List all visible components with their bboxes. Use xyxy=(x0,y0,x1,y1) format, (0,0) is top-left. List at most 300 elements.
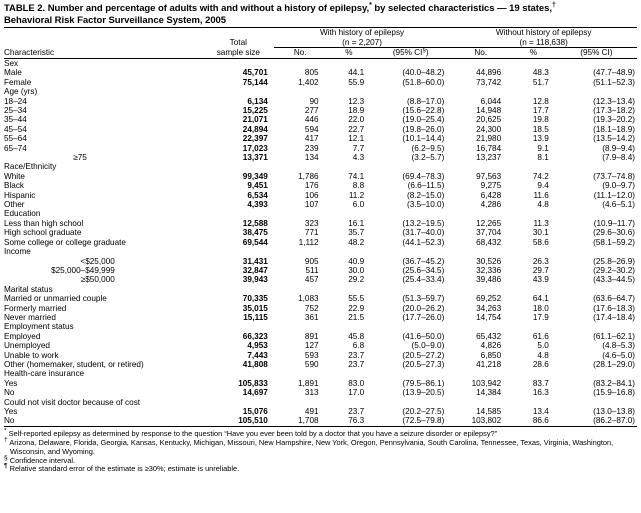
total-sample-size-cell: 35,015 xyxy=(242,303,268,313)
row-label: No xyxy=(4,388,15,398)
footnotes xyxy=(4,427,637,475)
with-epilepsy-pct-cell: 18.9 xyxy=(348,106,365,115)
with-epilepsy-ci-cell: (6.6–11.5) xyxy=(407,181,445,191)
with-epilepsy-pct-cell: 23.7 xyxy=(348,407,365,416)
row-label: Less than high school xyxy=(4,218,84,228)
section-header-spacer xyxy=(203,285,637,294)
footnote-text: Relative standard error of the estimate is ≥30%; estimate is unreliable. xyxy=(7,464,240,474)
without-epilepsy-pct-cell: 29.7 xyxy=(532,265,549,275)
without-epilepsy-ci-cell: (61.1–62.1) xyxy=(593,331,635,341)
table-row xyxy=(4,407,637,416)
section-title: Age (yrs) xyxy=(4,87,38,97)
without-epilepsy-pct-cell: 28.6 xyxy=(532,359,549,369)
with-epilepsy-ci-cell: (19.0–25.4) xyxy=(402,115,445,125)
without-epilepsy-pct-cell: 74.2 xyxy=(532,171,549,181)
with-epilepsy-no-cell: 277 xyxy=(304,106,319,115)
row-label: 35–44 xyxy=(4,115,27,125)
with-epilepsy-pct-cell: 35.7 xyxy=(348,228,365,238)
total-sample-size-cell: 21,071 xyxy=(242,115,268,125)
with-epilepsy-pct-cell: 11.2 xyxy=(348,190,365,200)
without-epilepsy-pct-cell: 11.6 xyxy=(533,190,549,200)
section-header-spacer xyxy=(203,209,637,218)
section-title: Income xyxy=(4,247,31,257)
without-epilepsy-ci-cell: (7.9–8.4) xyxy=(602,153,635,163)
header-without-pct: % xyxy=(511,48,556,59)
header-blank-char-2 xyxy=(4,38,203,48)
without-epilepsy-pct-cell: 30.1 xyxy=(532,228,549,238)
header-group-without-n: (n = 118,638) xyxy=(450,38,637,48)
with-epilepsy-no-cell: 590 xyxy=(304,359,319,369)
section-header-row xyxy=(4,247,637,256)
section-header-row xyxy=(4,369,637,378)
footnote-marker: * xyxy=(4,427,7,435)
row-label: 18–24 xyxy=(4,96,27,106)
with-epilepsy-pct-cell: 17.0 xyxy=(348,388,365,398)
without-epilepsy-ci-cell: (29.6–30.6) xyxy=(593,228,635,238)
section-header-row xyxy=(4,322,637,331)
table-row xyxy=(4,78,637,87)
total-sample-size-cell: 15,225 xyxy=(242,106,268,115)
header-column-row xyxy=(4,48,637,59)
section-header-spacer xyxy=(203,162,637,171)
with-epilepsy-ci-cell: (72.5–79.8) xyxy=(402,416,445,426)
row-label: Formerly married xyxy=(4,303,67,313)
section-header-row xyxy=(4,87,637,96)
title-footnote-marker-1: * xyxy=(369,1,372,9)
without-epilepsy-ci-cell: (43.3–44.5) xyxy=(593,275,635,285)
header-group-n-row xyxy=(4,38,637,48)
header-without-ci: (95% CI) xyxy=(556,48,637,59)
section-header-spacer xyxy=(203,58,637,68)
without-epilepsy-ci-cell: (73.7–74.8) xyxy=(593,171,635,181)
with-epilepsy-pct-cell: 23.7 xyxy=(348,359,365,369)
table-row xyxy=(4,275,637,284)
with-epilepsy-no-cell: 491 xyxy=(304,407,319,416)
footnote xyxy=(4,436,637,457)
total-sample-size-cell: 105,510 xyxy=(238,416,268,426)
table-row xyxy=(4,313,637,322)
table-row xyxy=(4,294,637,303)
with-epilepsy-ci-cell: (10.1–14.4) xyxy=(402,134,445,144)
without-epilepsy-no-cell: 65,432 xyxy=(476,331,502,341)
with-epilepsy-ci-cell: (31.7–40.0) xyxy=(402,228,445,238)
table-row xyxy=(4,191,637,200)
with-epilepsy-no-cell: 593 xyxy=(304,350,319,360)
without-epilepsy-no-cell: 68,432 xyxy=(476,237,502,247)
row-label: $25,000–$49,999 xyxy=(51,265,115,275)
header-blank-total xyxy=(203,28,274,38)
with-epilepsy-pct-cell: 55.9 xyxy=(348,77,365,87)
row-label: High school graduate xyxy=(4,228,82,238)
without-epilepsy-pct-cell: 8.1 xyxy=(537,153,549,163)
without-epilepsy-pct-cell: 17.9 xyxy=(532,312,549,322)
without-epilepsy-ci-cell: (47.7–48.9) xyxy=(593,68,635,78)
with-epilepsy-pct-cell: 48.2 xyxy=(348,237,365,247)
without-epilepsy-no-cell: 9,275 xyxy=(480,181,502,191)
with-epilepsy-no-cell: 127 xyxy=(304,341,319,351)
table-row xyxy=(4,106,637,115)
with-epilepsy-no-cell: 457 xyxy=(304,275,319,285)
table-row xyxy=(4,238,637,247)
without-epilepsy-pct-cell: 58.6 xyxy=(532,237,549,247)
with-epilepsy-no-cell: 323 xyxy=(304,218,319,228)
row-label: Unable to work xyxy=(4,350,59,360)
footnote-text: Arizona, Delaware, Florida, Georgia, Kansas, Kentucky, Michigan, Missouri, New Hampshire, New York, Oregon, Pennsylvania, South Carolina, Tennessee, Texas, Virginia, Washington, Wisconsin, and Wyoming. xyxy=(7,437,614,456)
table-row xyxy=(4,172,637,181)
with-epilepsy-ci-cell: (20.0–26.2) xyxy=(402,303,445,313)
table-row xyxy=(4,341,637,350)
header-group-without-epilepsy: Without history of epilepsy xyxy=(450,28,637,38)
without-epilepsy-no-cell: 12,265 xyxy=(476,218,502,228)
without-epilepsy-no-cell: 14,948 xyxy=(476,106,502,115)
without-epilepsy-ci-cell: (4.6–5.0) xyxy=(602,350,635,360)
table-row xyxy=(4,388,637,397)
header-characteristic: Characteristic xyxy=(4,48,203,59)
section-header-spacer xyxy=(203,322,637,331)
table-row xyxy=(4,379,637,388)
without-epilepsy-no-cell: 34,263 xyxy=(476,303,502,313)
with-epilepsy-ci-cell: (8.2–15.0) xyxy=(406,190,445,200)
without-epilepsy-no-cell: 6,850 xyxy=(480,350,502,360)
section-header-spacer xyxy=(203,87,637,96)
with-epilepsy-pct-cell: 45.8 xyxy=(348,331,365,341)
without-epilepsy-no-cell: 97,563 xyxy=(476,171,502,181)
with-epilepsy-ci-cell: (25.4–33.4) xyxy=(402,275,445,285)
without-epilepsy-ci-cell: (18.1–18.9) xyxy=(593,124,635,134)
with-epilepsy-ci-cell: (3.5–10.0) xyxy=(406,200,445,210)
without-epilepsy-ci-cell: (17.4–18.4) xyxy=(593,312,635,322)
with-epilepsy-ci-cell: (20.5–27.3) xyxy=(402,359,445,369)
row-label: Never married xyxy=(4,312,56,322)
table-row xyxy=(4,351,637,360)
total-sample-size-cell: 6,134 xyxy=(247,96,268,106)
header-blank-char xyxy=(4,28,203,38)
title-footnote-marker-2: † xyxy=(551,1,556,9)
row-label: Some college or college graduate xyxy=(4,237,126,247)
table-row xyxy=(4,416,637,426)
footnote-marker: § xyxy=(4,454,8,462)
row-label: Other (homemaker, student, or retired) xyxy=(4,359,144,369)
with-epilepsy-ci-cell: (13.2–19.5) xyxy=(402,218,445,228)
without-epilepsy-ci-cell: (9.0–9.7) xyxy=(602,181,635,191)
row-label: Employed xyxy=(4,331,41,341)
with-epilepsy-no-cell: 90 xyxy=(309,96,319,106)
epilepsy-characteristics-table xyxy=(4,27,637,429)
without-epilepsy-no-cell: 4,826 xyxy=(480,341,502,351)
with-epilepsy-pct-cell: 22.9 xyxy=(348,303,365,313)
with-epilepsy-pct-cell: 16.1 xyxy=(348,218,365,228)
with-epilepsy-ci-cell: (79.5–86.1) xyxy=(402,378,445,388)
section-title: Sex xyxy=(4,58,19,68)
without-epilepsy-ci-cell: (13.5–14.2) xyxy=(593,134,635,144)
title-text-1: TABLE 2. Number and percentage of adults with and without a history of epilepsy, xyxy=(4,3,370,14)
without-epilepsy-ci-cell: (8.9–9.4) xyxy=(602,143,635,153)
without-epilepsy-ci-cell: (58.1–59.2) xyxy=(593,237,635,247)
without-epilepsy-ci-cell: (15.9–16.8) xyxy=(593,388,635,398)
section-header-spacer xyxy=(203,398,637,407)
without-epilepsy-ci-cell: (17.3–18.2) xyxy=(593,106,635,115)
without-epilepsy-no-cell: 37,704 xyxy=(476,228,502,238)
without-epilepsy-pct-cell: 86.6 xyxy=(532,416,549,426)
without-epilepsy-no-cell: 6,044 xyxy=(480,96,502,106)
header-total-line1: Total xyxy=(229,38,247,48)
table-row xyxy=(4,68,637,77)
with-epilepsy-ci-cell: (3.2–5.7) xyxy=(411,153,445,163)
without-epilepsy-ci-cell: (11.1–12.0) xyxy=(593,190,635,200)
without-epilepsy-ci-cell: (19.3–20.2) xyxy=(593,115,635,125)
table-row xyxy=(4,134,637,143)
total-sample-size-cell: 22,397 xyxy=(242,134,268,144)
total-sample-size-cell: 15,115 xyxy=(243,312,268,322)
without-epilepsy-no-cell: 30,526 xyxy=(476,256,502,266)
row-label: Black xyxy=(4,181,25,191)
with-epilepsy-pct-cell: 21.5 xyxy=(348,312,365,322)
with-epilepsy-ci-cell: (25.6–34.5) xyxy=(402,265,445,275)
total-sample-size-cell: 4,393 xyxy=(247,200,268,210)
section-header-spacer xyxy=(203,247,637,256)
without-epilepsy-ci-cell: (83.2–84.1) xyxy=(593,378,635,388)
table-row xyxy=(4,200,637,209)
without-epilepsy-no-cell: 14,384 xyxy=(476,388,502,398)
with-epilepsy-no-cell: 1,112 xyxy=(298,237,319,247)
without-epilepsy-ci-cell: (28.1–29.0) xyxy=(593,359,635,369)
without-epilepsy-no-cell: 32,336 xyxy=(476,265,502,275)
with-epilepsy-ci-cell: (15.6–22.8) xyxy=(402,106,445,115)
total-sample-size-cell: 41,808 xyxy=(242,359,268,369)
with-epilepsy-pct-cell: 76.3 xyxy=(348,416,365,426)
with-epilepsy-no-cell: 361 xyxy=(304,312,319,322)
table-row xyxy=(4,360,637,369)
with-epilepsy-pct-cell: 7.7 xyxy=(352,143,365,153)
with-epilepsy-ci-cell: (36.7–45.2) xyxy=(402,256,445,266)
row-label: White xyxy=(4,171,25,181)
total-sample-size-cell: 6,534 xyxy=(247,190,268,200)
without-epilepsy-no-cell: 14,754 xyxy=(476,312,502,322)
footnote-marker: ¶ xyxy=(4,462,8,470)
total-sample-size-cell: 24,894 xyxy=(242,124,268,134)
with-epilepsy-ci-cell: (8.8–17.0) xyxy=(406,96,445,106)
header-with-ci-text: (95% CI xyxy=(392,48,423,58)
without-epilepsy-no-cell: 16,784 xyxy=(476,143,502,153)
without-epilepsy-pct-cell: 48.3 xyxy=(532,68,549,78)
with-epilepsy-pct-cell: 29.2 xyxy=(348,275,365,285)
without-epilepsy-no-cell: 4,286 xyxy=(480,200,502,210)
total-sample-size-cell: 38,475 xyxy=(242,228,268,238)
total-sample-size-cell: 17,023 xyxy=(242,143,268,153)
header-with-no: No. xyxy=(274,48,327,59)
with-epilepsy-no-cell: 594 xyxy=(304,124,319,134)
with-epilepsy-ci-cell: (51.3–59.7) xyxy=(402,294,445,304)
total-sample-size-cell: 31,431 xyxy=(242,256,268,266)
header-with-ci xyxy=(371,48,450,59)
without-epilepsy-ci-cell: (29.2–30.2) xyxy=(593,265,635,275)
without-epilepsy-pct-cell: 13.9 xyxy=(532,134,549,144)
total-sample-size-cell: 45,701 xyxy=(242,68,268,78)
without-epilepsy-ci-cell: (12.3–13.4) xyxy=(593,96,635,106)
without-epilepsy-no-cell: 103,802 xyxy=(471,416,502,426)
with-epilepsy-no-cell: 891 xyxy=(304,331,319,341)
with-epilepsy-no-cell: 107 xyxy=(304,200,319,210)
without-epilepsy-pct-cell: 9.4 xyxy=(537,181,549,191)
without-epilepsy-no-cell: 24,300 xyxy=(476,124,502,134)
with-epilepsy-pct-cell: 6.8 xyxy=(352,341,365,351)
table-row xyxy=(4,97,637,106)
total-sample-size-cell: 105,833 xyxy=(238,378,268,388)
total-sample-size-cell: 7,443 xyxy=(247,350,268,360)
header-without-no: No. xyxy=(450,48,511,59)
with-epilepsy-no-cell: 1,083 xyxy=(298,294,319,304)
with-epilepsy-no-cell: 771 xyxy=(304,228,319,238)
total-sample-size-cell: 99,349 xyxy=(242,171,268,181)
row-label: Married or unmarried couple xyxy=(4,294,107,304)
without-epilepsy-ci-cell: (25.8–26.9) xyxy=(593,256,635,266)
table-row xyxy=(4,181,637,190)
without-epilepsy-pct-cell: 4.8 xyxy=(537,200,549,210)
with-epilepsy-no-cell: 1,402 xyxy=(298,77,319,87)
total-sample-size-cell: 32,847 xyxy=(242,265,268,275)
without-epilepsy-pct-cell: 18.0 xyxy=(532,303,549,313)
with-epilepsy-no-cell: 106 xyxy=(304,190,319,200)
without-epilepsy-pct-cell: 19.8 xyxy=(532,115,549,125)
header-with-pct: % xyxy=(327,48,372,59)
footnote-text: Self-reported epilepsy as determined by response to the question “Have you ever been told by a doctor that you have a seizure disorder or epilepsy?” xyxy=(6,428,498,438)
without-epilepsy-no-cell: 103,942 xyxy=(471,378,502,388)
row-label: 65–74 xyxy=(4,143,27,153)
with-epilepsy-pct-cell: 30.0 xyxy=(348,265,365,275)
with-epilepsy-no-cell: 239 xyxy=(304,143,319,153)
row-label: Yes xyxy=(4,378,18,388)
row-label: Female xyxy=(4,77,32,87)
with-epilepsy-ci-cell: (40.0–48.2) xyxy=(402,68,445,78)
table-header xyxy=(4,28,637,59)
without-epilepsy-ci-cell: (17.6–18.3) xyxy=(593,303,635,313)
without-epilepsy-pct-cell: 11.3 xyxy=(533,218,549,228)
row-label: Unemployed xyxy=(4,341,50,351)
section-title: Marital status xyxy=(4,284,53,294)
with-epilepsy-ci-cell: (20.5–27.2) xyxy=(402,350,445,360)
without-epilepsy-pct-cell: 12.8 xyxy=(532,96,549,106)
with-epilepsy-pct-cell: 12.3 xyxy=(348,96,365,106)
header-group-with-epilepsy: With history of epilepsy xyxy=(274,28,451,38)
with-epilepsy-ci-cell: (6.2–9.5) xyxy=(411,143,445,153)
row-label: Male xyxy=(4,68,22,78)
table-row xyxy=(4,219,637,228)
with-epilepsy-pct-cell: 22.7 xyxy=(348,124,365,134)
table-row xyxy=(4,266,637,275)
with-epilepsy-ci-cell: (44.1–52.3) xyxy=(402,237,445,247)
header-group-with-n: (n = 2,207) xyxy=(274,38,451,48)
section-title: Race/Ethnicity xyxy=(4,162,57,172)
total-sample-size-cell: 15,076 xyxy=(242,407,268,416)
footnote xyxy=(4,462,637,474)
without-epilepsy-no-cell: 41,218 xyxy=(476,359,502,369)
with-epilepsy-no-cell: 805 xyxy=(304,68,319,78)
without-epilepsy-ci-cell: (4.8–5.3) xyxy=(602,341,635,351)
section-header-row xyxy=(4,58,637,68)
with-epilepsy-no-cell: 1,786 xyxy=(298,171,319,181)
section-header-row xyxy=(4,285,637,294)
header-with-ci-footnote-marker: § xyxy=(422,46,426,54)
with-epilepsy-pct-cell: 4.3 xyxy=(352,153,365,163)
with-epilepsy-no-cell: 511 xyxy=(305,265,319,275)
table-row xyxy=(4,304,637,313)
without-epilepsy-no-cell: 20,625 xyxy=(476,115,502,125)
with-epilepsy-no-cell: 1,708 xyxy=(298,416,319,426)
with-epilepsy-no-cell: 313 xyxy=(304,388,319,398)
with-epilepsy-pct-cell: 74.1 xyxy=(348,171,365,181)
section-title: Education xyxy=(4,209,41,219)
row-label: Yes xyxy=(4,407,18,416)
without-epilepsy-pct-cell: 5.0 xyxy=(537,341,549,351)
table-row xyxy=(4,332,637,341)
with-epilepsy-ci-cell: (41.6–50.0) xyxy=(402,331,445,341)
row-label: No xyxy=(4,416,15,426)
with-epilepsy-ci-cell: (51.8–60.0) xyxy=(402,77,445,87)
with-epilepsy-pct-cell: 40.9 xyxy=(348,256,365,266)
row-label: 25–34 xyxy=(4,106,27,115)
section-header-row xyxy=(4,162,637,171)
without-epilepsy-no-cell: 73,742 xyxy=(476,77,502,87)
row-label: ≥$50,000 xyxy=(80,275,115,285)
page-title xyxy=(4,3,637,26)
with-epilepsy-no-cell: 752 xyxy=(304,303,319,313)
title-text-3: Behavioral Risk Factor Surveillance System, 2005 xyxy=(4,14,227,26)
with-epilepsy-ci-cell: (13.9–20.5) xyxy=(402,388,445,398)
total-sample-size-cell: 39,943 xyxy=(242,275,268,285)
without-epilepsy-pct-cell: 26.3 xyxy=(532,256,549,266)
without-epilepsy-no-cell: 44,896 xyxy=(476,68,502,78)
row-label: ≥75 xyxy=(73,153,87,163)
section-title: Employment status xyxy=(4,322,74,332)
without-epilepsy-pct-cell: 64.1 xyxy=(532,294,549,304)
total-sample-size-cell: 69,544 xyxy=(242,237,268,247)
without-epilepsy-pct-cell: 16.3 xyxy=(532,388,549,398)
section-title: Health-care insurance xyxy=(4,369,85,379)
without-epilepsy-ci-cell: (4.6–5.1) xyxy=(602,200,635,210)
title-text-2: by selected characteristics — 19 states, xyxy=(371,3,552,14)
with-epilepsy-pct-cell: 12.1 xyxy=(348,134,365,144)
section-header-spacer xyxy=(203,369,637,378)
without-epilepsy-ci-cell: (13.0–13.8) xyxy=(593,407,635,416)
with-epilepsy-ci-cell: (19.8–26.0) xyxy=(402,124,445,134)
without-epilepsy-pct-cell: 17.7 xyxy=(532,106,549,115)
table-row xyxy=(4,115,637,124)
without-epilepsy-pct-cell: 43.9 xyxy=(532,275,549,285)
without-epilepsy-ci-cell: (10.9–11.7) xyxy=(593,218,635,228)
with-epilepsy-no-cell: 1,891 xyxy=(298,378,319,388)
table-row xyxy=(4,144,637,153)
header-total-line2: sample size xyxy=(203,48,274,59)
with-epilepsy-no-cell: 417 xyxy=(304,134,319,144)
without-epilepsy-pct-cell: 4.8 xyxy=(537,350,549,360)
with-epilepsy-ci-cell: (20.2–27.5) xyxy=(402,407,445,416)
header-group-row xyxy=(4,28,637,38)
without-epilepsy-pct-cell: 18.5 xyxy=(532,124,549,134)
without-epilepsy-pct-cell: 83.7 xyxy=(532,378,549,388)
with-epilepsy-pct-cell: 8.8 xyxy=(352,181,365,191)
row-label: 45–54 xyxy=(4,124,27,134)
with-epilepsy-no-cell: 905 xyxy=(304,256,319,266)
total-sample-size-cell: 14,697 xyxy=(242,388,268,398)
table-row xyxy=(4,153,637,162)
with-epilepsy-pct-cell: 55.5 xyxy=(348,294,365,304)
without-epilepsy-no-cell: 6,428 xyxy=(480,190,502,200)
without-epilepsy-pct-cell: 13.4 xyxy=(532,407,549,416)
with-epilepsy-pct-cell: 6.0 xyxy=(352,200,365,210)
without-epilepsy-pct-cell: 9.1 xyxy=(537,143,549,153)
total-sample-size-cell: 75,144 xyxy=(242,77,268,87)
without-epilepsy-ci-cell: (51.1–52.3) xyxy=(593,77,635,87)
